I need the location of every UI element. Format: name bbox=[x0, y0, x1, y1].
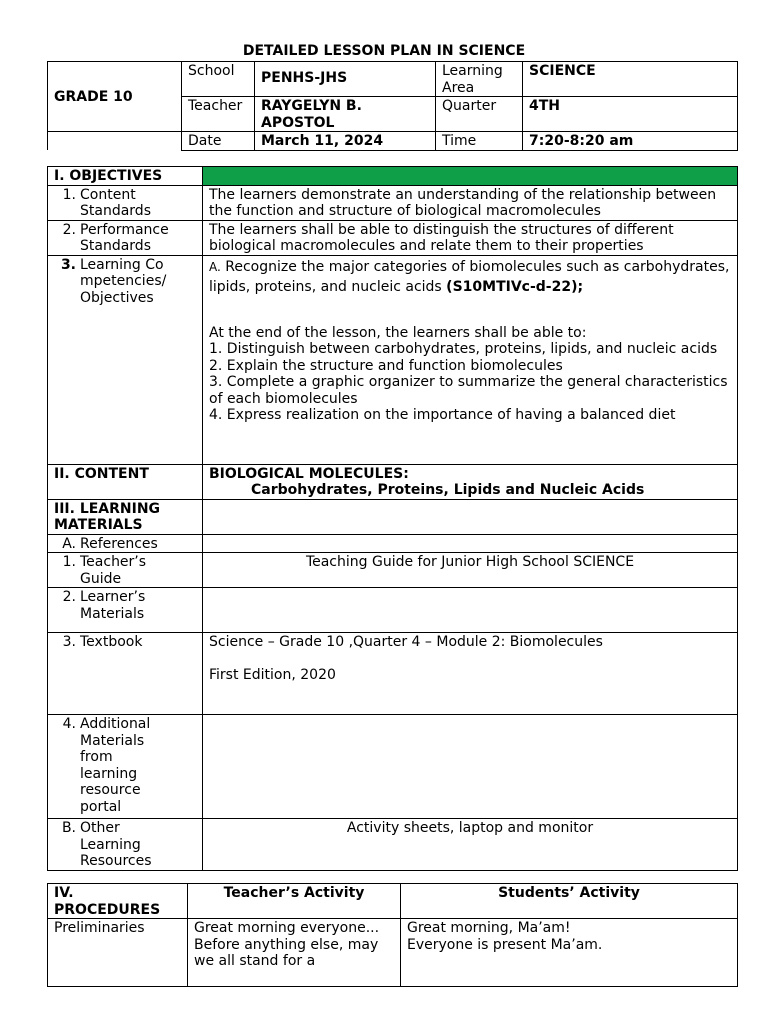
other-resources-text: Activity sheets, laptop and monitor bbox=[203, 819, 738, 871]
time-value: 7:20-8:20 am bbox=[523, 132, 738, 151]
student-activity-cell bbox=[401, 919, 738, 987]
procedures-table bbox=[47, 883, 738, 987]
school-label: School bbox=[182, 62, 255, 97]
student-activity-heading: Students’ Activity bbox=[401, 884, 738, 919]
materials-heading: III. LEARNING MATERIALS bbox=[48, 499, 203, 534]
area-label: Learning Area bbox=[436, 62, 523, 97]
quarter-label: Quarter bbox=[436, 97, 523, 132]
teacher-activity-heading: Teacher’s Activity bbox=[188, 884, 401, 919]
objective-item: 2. Explain the structure and function biomolecules bbox=[209, 357, 563, 374]
competency-letter: A. bbox=[209, 259, 221, 274]
textbook-line-2: First Edition, 2020 bbox=[209, 666, 336, 683]
learners-materials-label: 2. Learner’s Materials bbox=[48, 588, 203, 633]
document-title: DETAILED LESSON PLAN IN SCIENCE bbox=[242, 43, 526, 59]
objectives-heading: I. OBJECTIVES bbox=[48, 167, 203, 186]
content-heading: II. CONTENT bbox=[48, 464, 203, 499]
content-line-1: BIOLOGICAL MOLECULES: bbox=[209, 465, 409, 482]
content-cell bbox=[203, 464, 738, 499]
area-value: SCIENCE bbox=[523, 62, 738, 97]
grade-cell: GRADE 10 bbox=[48, 62, 182, 132]
procedures-heading: IV. PROCEDURES bbox=[48, 884, 188, 919]
performance-standards-text: The learners shall be able to distinguish the structures of different biological macromolecules and relate them to their properties bbox=[203, 220, 738, 255]
lesson-table bbox=[47, 166, 738, 871]
performance-standards-label: 2. Performance Standards bbox=[48, 220, 203, 255]
content-standards-text: The learners demonstrate an understanding of the relationship between the function and structure of biological macromolecules bbox=[203, 185, 738, 220]
materials-empty bbox=[203, 499, 738, 534]
references-empty bbox=[203, 534, 738, 553]
objectives-intro: At the end of the lesson, the learners shall be able to: bbox=[209, 324, 587, 341]
date-label: Date bbox=[182, 132, 255, 151]
other-resources-label: B. Other Learning Resources bbox=[48, 819, 203, 871]
student-line-1: Great morning, Ma’am! bbox=[407, 920, 571, 936]
competency-text: Recognize the major categories of biomolecules such as carbohydrates, lipids, proteins, and nucleic acids bbox=[209, 258, 730, 295]
date-value: March 11, 2024 bbox=[255, 132, 436, 151]
objective-item: 4. Express realization on the importance of having a balanced diet bbox=[209, 407, 676, 423]
header-table bbox=[47, 61, 738, 151]
grade-spacer bbox=[48, 132, 182, 151]
competency-code: (S10MTIVc-d-22) bbox=[446, 278, 578, 295]
additional-materials-label: 4. Additional Materials from learning resource portal bbox=[48, 715, 203, 819]
teacher-activity-text: Great morning everyone... Before anything else, may we all stand for a bbox=[188, 919, 401, 987]
references-label: A. References bbox=[48, 534, 203, 553]
content-line-2: Carbohydrates, Proteins, Lipids and Nucleic Acids bbox=[251, 482, 645, 498]
competencies-label: 3. Learning Competencies/ Objectives bbox=[48, 255, 203, 464]
learners-materials-empty bbox=[203, 588, 738, 633]
objectives-green-bar bbox=[203, 167, 738, 186]
textbook-label: 3. Textbook bbox=[48, 633, 203, 715]
teachers-guide-label: 1. Teacher’s Guide bbox=[48, 553, 203, 588]
objective-item: 3. Complete a graphic organizer to summarize the general characteristics of each biomolecules bbox=[209, 374, 728, 407]
student-line-2: Everyone is present Ma’am. bbox=[407, 936, 603, 953]
school-value: PENHS-JHS bbox=[255, 62, 436, 97]
teachers-guide-text: Teaching Guide for Junior High School SCIENCE bbox=[203, 553, 738, 588]
additional-materials-empty bbox=[203, 715, 738, 819]
teacher-label: Teacher bbox=[182, 97, 255, 132]
time-label: Time bbox=[436, 132, 523, 151]
textbook-cell bbox=[203, 633, 738, 715]
quarter-value: 4TH bbox=[523, 97, 738, 132]
preliminaries-label: Preliminaries bbox=[48, 919, 188, 987]
teacher-value: RAYGELYN B. APOSTOL bbox=[255, 97, 436, 132]
competencies-cell: A. Recognize the major categories of biomolecules such as carbohydrates, lipids, proteins, and nucleic acids (S10MTIVc-d-22); At the end of the lesson, the learners shall be able to: 1. Distinguish between carbohydrates, proteins, lipids, and nucleic acids 2. Explain the structure and function biomolecules 3. Complete a graphic organizer to summarize the general characteristics of each biomolecules 4. Express realization on the importance of having a balanced diet bbox=[203, 255, 738, 464]
textbook-line-1: Science – Grade 10 ,Quarter 4 – Module 2: Biomolecules bbox=[209, 634, 603, 650]
content-standards-label: 1. Content Standards bbox=[48, 185, 203, 220]
objective-item: 1. Distinguish between carbohydrates, proteins, lipids, and nucleic acids bbox=[209, 341, 718, 357]
